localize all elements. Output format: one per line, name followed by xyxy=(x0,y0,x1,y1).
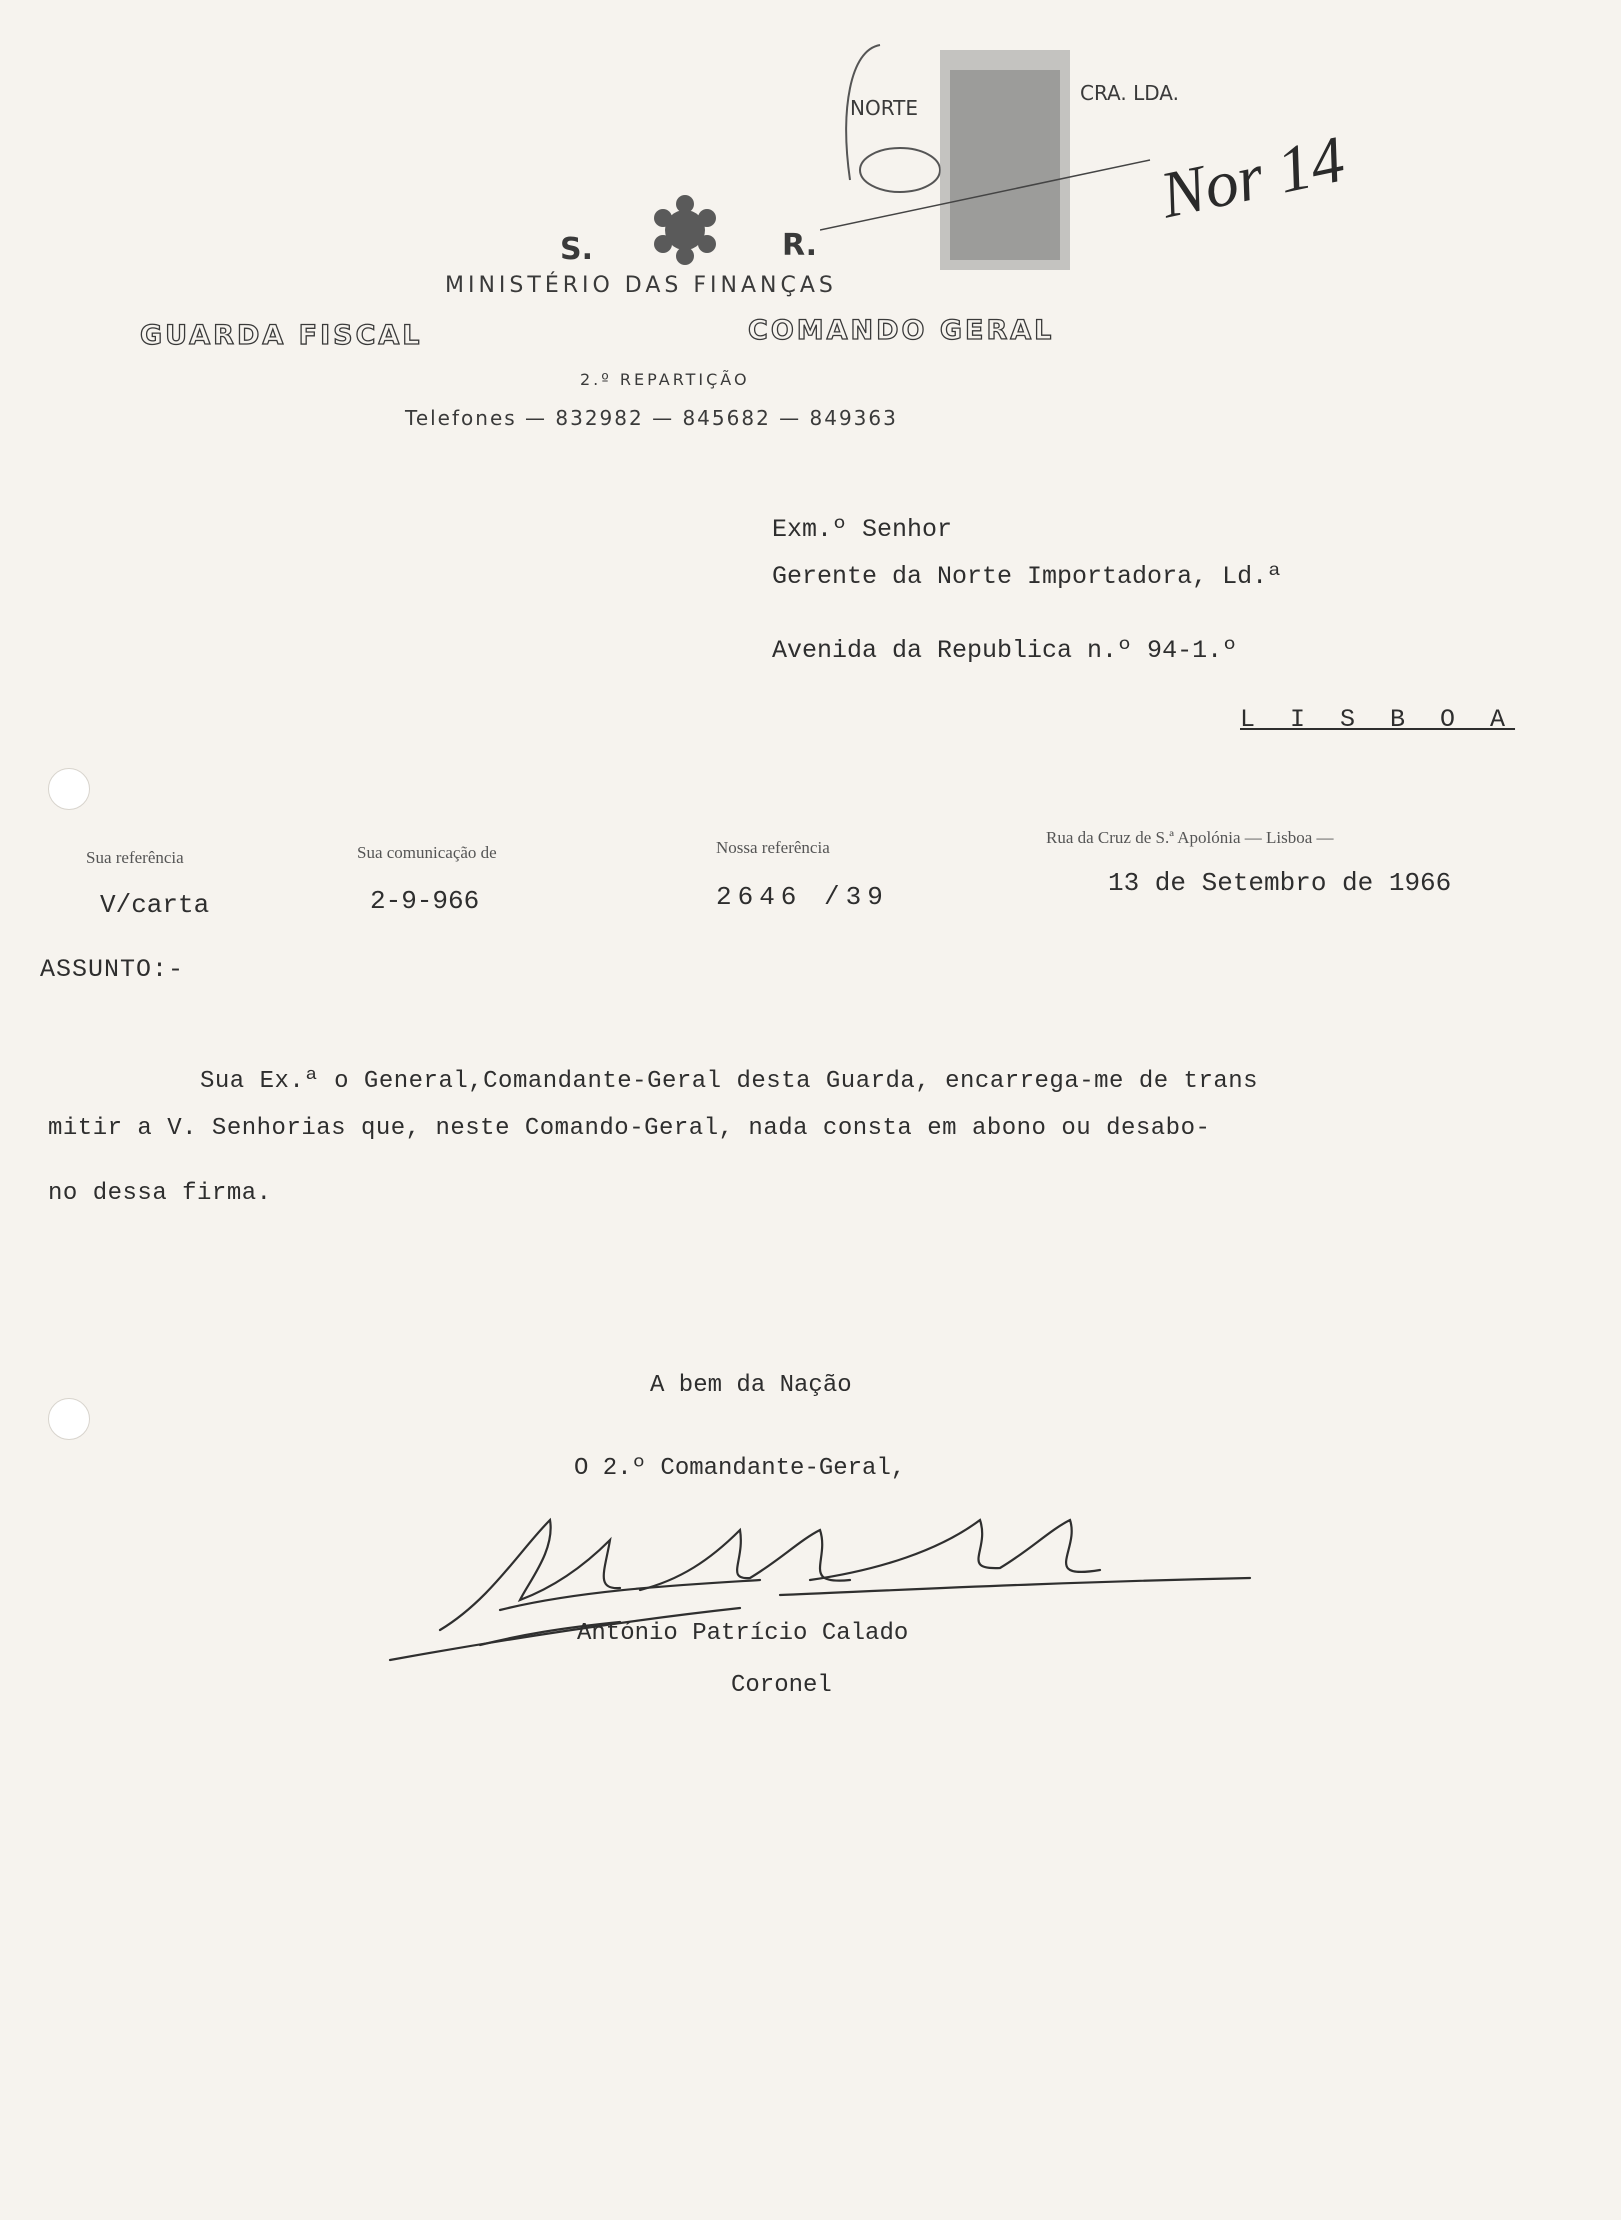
emblem-icon xyxy=(645,190,725,270)
recipient-title: Gerente da Norte Importadora, Ld.ª xyxy=(772,562,1283,591)
label-place: Rua da Cruz de S.ª Apolónia — Lisboa — xyxy=(1046,828,1334,847)
value-date: 13 de Setembro de 1966 xyxy=(1108,868,1452,898)
punch-hole-top xyxy=(48,768,90,810)
body-line-2: mitir a V. Senhorias que, neste Comando-Geral, nada consta em abono ou desabo- xyxy=(48,1115,1211,1142)
label-sua-referencia: Sua referência xyxy=(86,848,184,867)
letterhead-s: S. xyxy=(560,232,594,267)
closing-role: O 2.º Comandante-Geral, xyxy=(574,1455,906,1482)
stamp-right-text: CRA. LDA. xyxy=(1080,81,1179,105)
letterhead-r: R. xyxy=(782,228,818,263)
handwritten-annotation: Nor 14 xyxy=(1154,122,1351,233)
department: 2.º REPARTIÇÃO xyxy=(580,370,750,389)
closing-motto: A bem da Nação xyxy=(650,1372,852,1399)
label-nossa-referencia: Nossa referência xyxy=(716,838,830,857)
label-sua-comunicacao: Sua comunicação de xyxy=(357,843,497,862)
body-line-1: Sua Ex.ª o General,Comandante-Geral desta Guarda, encarrega-me de trans xyxy=(200,1068,1259,1095)
company-stamp xyxy=(820,30,1240,270)
signatory-name: António Patrício Calado xyxy=(577,1620,909,1647)
value-nossa-referencia: 2646 /39 xyxy=(716,882,889,912)
recipient-city: L I S B O A xyxy=(1240,705,1516,734)
punch-hole-bottom xyxy=(48,1398,90,1440)
ministry-name: MINISTÉRIO DAS FINANÇAS xyxy=(445,273,837,298)
recipient-salutation: Exm.º Senhor xyxy=(772,515,953,544)
signatory-rank: Coronel xyxy=(731,1672,832,1699)
stamp-left-text: NORTE xyxy=(850,96,918,120)
command-name: COMANDO GERAL xyxy=(748,315,1055,346)
phone-numbers: Telefones — 832982 — 845682 — 849363 xyxy=(405,406,898,430)
value-sua-comunicacao: 2-9-966 xyxy=(370,886,480,916)
recipient-address: Avenida da Republica n.º 94-1.º xyxy=(772,636,1238,665)
value-sua-referencia: V/carta xyxy=(100,890,210,920)
guard-name: GUARDA FISCAL xyxy=(140,320,423,351)
subject-label: ASSUNTO:- xyxy=(40,955,185,984)
body-line-3: no dessa firma. xyxy=(48,1180,272,1207)
